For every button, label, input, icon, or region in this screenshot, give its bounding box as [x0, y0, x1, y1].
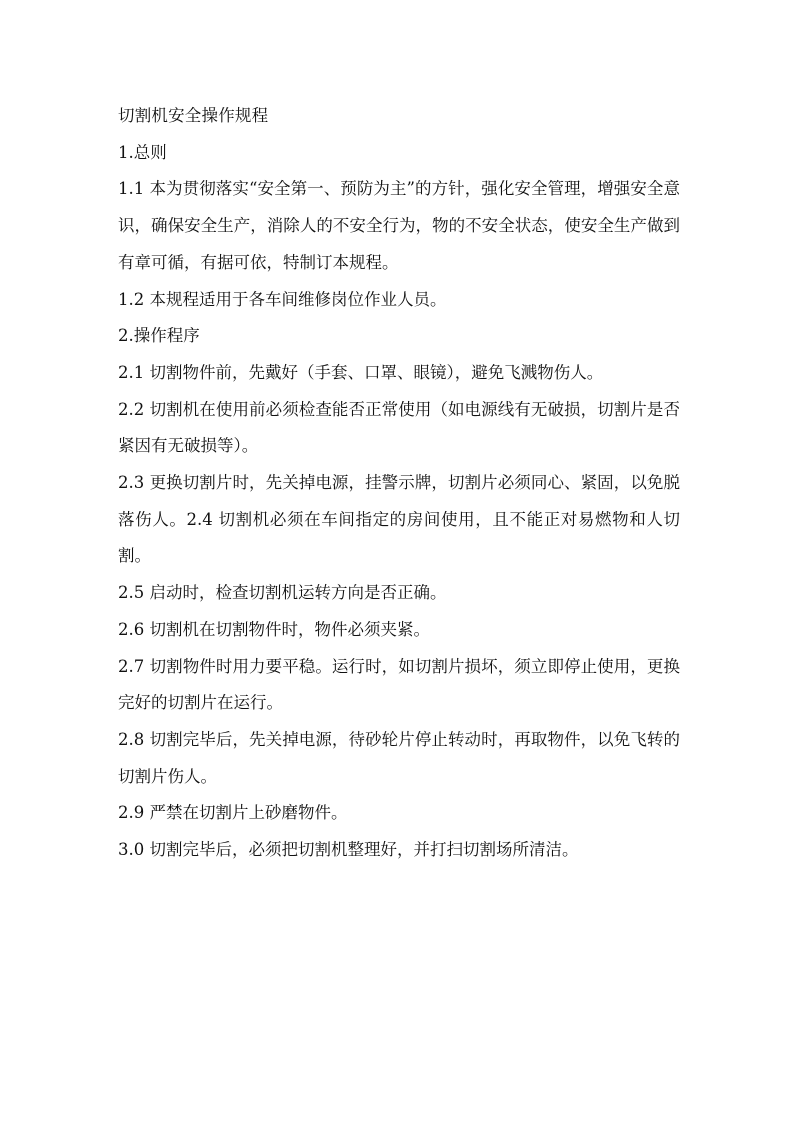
paragraph-2-5: 2.5 启动时，检查切割机运转方向是否正确。	[118, 583, 447, 603]
paragraph-1-2: 1.2 本规程适用于各车间维修岗位作业人员。	[118, 289, 447, 309]
document-title: 切割机安全操作规程	[118, 106, 269, 125]
paragraph-2-1: 2.1 切割物件前，先戴好（手套、口罩、眼镜），避免飞溅物伤人。	[118, 362, 604, 382]
paragraph-2-8: 2.8 切割完毕后，先关掉电源，待砂轮片停止转动时，再取物件，以免飞转的切割片伤人。	[118, 729, 680, 786]
paragraph-1-1: 1.1 本为贯彻落实“安全第一、预防为主”的方针，强化安全管理，增强安全意识，确保安全生产，消除人的不安全行为，物的不安全状态，使安全生产做到有章可循，有据可依，特制订本规程。	[118, 179, 680, 272]
paragraph-3-0: 3.0 切割完毕后，必须把切割机整理好，并打扫切割场所清洁。	[118, 840, 579, 860]
paragraph-2-7: 2.7 切割物件时用力要平稳。运行时，如切割片损坏，须立即停止使用，更换完好的切割片在运行。	[118, 656, 680, 713]
paragraph-2-6: 2.6 切割机在切割物件时，物件必须夹紧。	[118, 619, 430, 639]
paragraph-2-3: 2.3 更换切割片时，先关掉电源，挂警示牌，切割片必须同心、紧固，以免脱落伤人。2.4 切割机必须在车间指定的房间使用，且不能正对易燃物和人切割。	[118, 473, 680, 566]
section-heading-procedure: 2.操作程序	[118, 326, 200, 346]
paragraph-2-9: 2.9 严禁在切割片上砂磨物件。	[118, 803, 348, 823]
paragraph-2-2: 2.2 切割机在使用前必须检查能否正常使用（如电源线有无破损，切割片是否紧因有无破损等）。	[118, 399, 680, 456]
section-heading-general: 1.总则	[118, 142, 167, 162]
document-body	[118, 98, 680, 869]
